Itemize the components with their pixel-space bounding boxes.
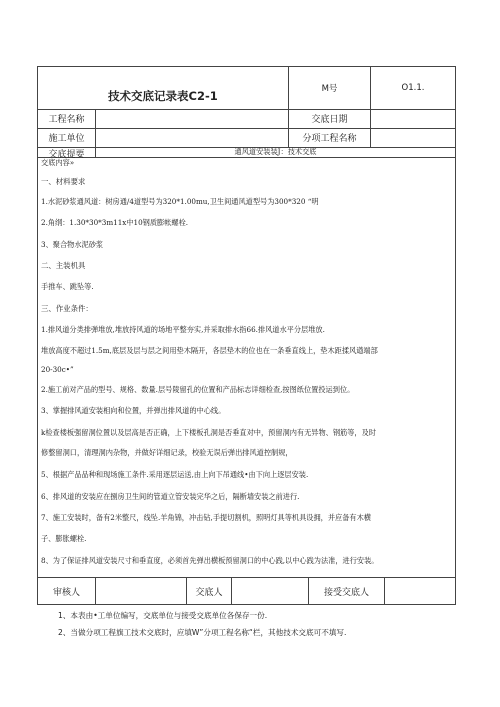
form-notes xyxy=(58,611,478,645)
content-line: k检查楼板强留洞位置以及层高是否正确，上下楼板孔洞是否垂直对中，预留洞内有无异物、钢筋等，及时 xyxy=(41,428,376,437)
content-line: 修整留洞口，清理洞内杂物，并做好详细记录，校验无误后弹出排风道控制规， xyxy=(41,448,293,457)
content-line: 3、聚合物水泥砂浆 xyxy=(41,240,104,249)
note-item: 1、本表由•工单位编写，交底单位与接受交底单位各保存一份. xyxy=(58,611,268,620)
disclosure-date-value xyxy=(371,109,455,128)
disclosure-date-label: 交底日期 xyxy=(311,115,348,125)
discloser-value xyxy=(232,577,308,605)
content-line: 子、膨胀螺栓. xyxy=(41,534,87,543)
discloser-label: 交底人 xyxy=(195,587,223,598)
form-title: 技术交底记录表C2-1 xyxy=(108,89,218,103)
content-line: 3、掌握排风道安装相向和位置，并弹出排风道的中心线。 xyxy=(41,406,226,415)
form-code-value: O1.1. xyxy=(401,83,425,93)
content-line: 5、根据产品品种和现场施工条件.采用逐层运送,由上向下吊通线•由下向上逐层安装. xyxy=(41,470,309,479)
summary-label: 交底提要 xyxy=(48,150,85,160)
disclosure-record-table xyxy=(37,66,456,605)
form-code-label: M号 xyxy=(321,84,338,94)
construction-unit-value xyxy=(96,128,288,147)
reviewer-label: 审核人 xyxy=(52,587,80,598)
content-line: 7、施工安装时，备有2米整尺，线坠.羊角锦，冲击钻,手提切割机，照明灯具等机具设拥，并应备有木横 xyxy=(41,513,371,522)
project-name-value xyxy=(96,109,288,128)
construction-unit-label: 施工单位 xyxy=(48,134,85,144)
content-line: 堆放高度不超过1.5m,底层及层与层之间用垫木隔开，各层垫木的位也在一条垂直线上，垫木距揉风遒端部 xyxy=(41,346,378,355)
content-line: 二、主装机具 xyxy=(41,261,86,270)
sub-project-label: 分项工程名称 xyxy=(302,134,357,144)
content-line: 1.排风道分类排弹堆放,堆放持风道的场地平整夯实,并采取排水指66.排风道水平分层堆放. xyxy=(41,325,325,334)
content-heading: 交底内容» xyxy=(41,158,75,167)
content-line: 20-30c•” xyxy=(41,365,74,374)
content-line: 三、作业条件： xyxy=(41,304,93,313)
reviewer-value xyxy=(96,577,186,605)
content-line: 6、排风道的安装应在捌房卫生间的管道立管安装完华之后，隔断墙安装之前进行. xyxy=(41,492,300,501)
note-item: 2、当做分项工程旗工技术交底时，应填W”分项工程名称“栏，其他技术交底可不填写. xyxy=(58,628,347,637)
content-line: 1.水泥砂浆通风道：树房通/4道型号为320*1.00mu,卫生间通风道型号为300*320 “明 xyxy=(41,197,319,206)
content-line: 一、材料要求 xyxy=(41,177,86,186)
content-line: 8、为了保证排风道安装尺寸和垂直度，必须首先弹出横板预留洞口的中心践,以中心践为法准，进行安装。 xyxy=(41,556,379,565)
summary-value: 通风道安装装J：技术交底 xyxy=(234,147,317,156)
content-line: 2.角纲：1.30*30*3m11x中10钢质膨帐螺栓. xyxy=(41,218,189,227)
project-name-label: 工程名称 xyxy=(48,115,85,125)
content-line: 手推车、跳坠等. xyxy=(41,282,94,291)
content-line: 2.施工前对产品的型号、规格、数量.层号陵留孔的位置和产品标志详细检查,按图纸位置投运到位。 xyxy=(41,385,355,394)
sub-project-value xyxy=(371,128,455,147)
receiver-value xyxy=(385,577,455,605)
receiver-label: 接受交底人 xyxy=(323,587,369,598)
disclosure-content xyxy=(38,158,455,577)
